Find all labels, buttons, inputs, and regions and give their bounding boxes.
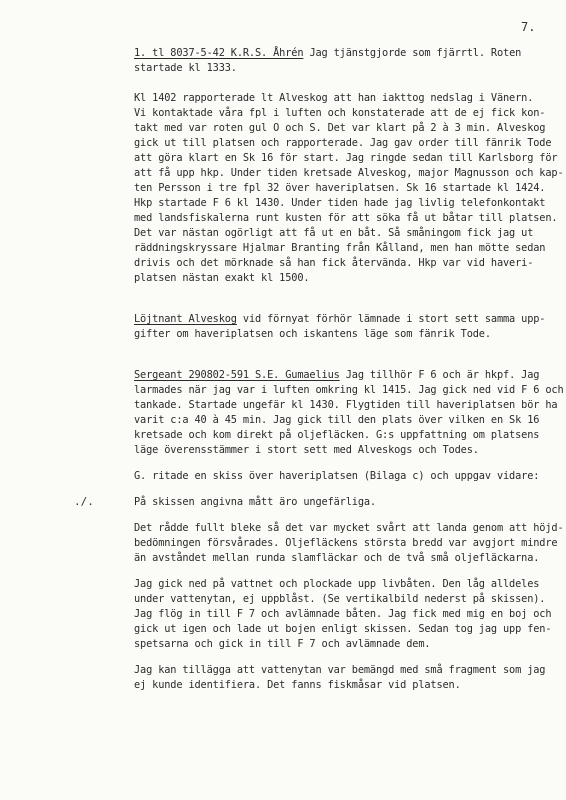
- text-line: varit c:a 40 à 45 min. Jag gick till den plats över vilken en Sk 16: [134, 414, 540, 426]
- text-line: att få upp hkp. Under tiden kretsade Alveskog, major Magnusson och kap-: [134, 167, 564, 179]
- text-line: än avståndet mellan runda slamfläckar och de två små oljefläckarna.: [134, 552, 540, 564]
- text-line: startade kl 1333.: [134, 62, 237, 74]
- text-line: kretsade och kom direkt på oljefläcken. G:s uppfattning om platsens: [134, 429, 540, 441]
- text-line: Hkp startade F 6 kl 1430. Under tiden hade jag livlig telefonkontakt: [134, 197, 546, 209]
- text-line: gick ut igen och lade ut bojen enligt skissen. Sedan tog jag upp fen-: [134, 623, 552, 635]
- text-line: Vi kontaktade våra fpl i luften och konstaterade att de ej fick kon-: [134, 107, 546, 119]
- text-line: Sergeant 290802-591 S.E. Gumaelius Jag tillhör F 6 och är hkpf. Jag: [134, 369, 540, 381]
- text-line: gick ut till platsen och rapporterade. Jag gav order till fänrik Tode: [134, 137, 552, 149]
- text-line: drivis och det mörknade så han fick återvända. Hkp var vid haveri-: [134, 257, 534, 269]
- document-body: [134, 46, 564, 693]
- text-line: Jag kan tillägga att vattenytan var bemängd med små fragment som jag: [134, 664, 546, 676]
- text-line: Det rådde fullt bleke så det var mycket svårt att landa genom att höjd-: [134, 522, 564, 534]
- text-line: Det var nästan ogörligt att få ut en båt. Så småningom fick jag ut: [134, 227, 534, 239]
- speaker-heading: 1. tl 8037-5-42 K.R.S. Åhrén: [134, 47, 304, 59]
- text-line: På skissen angivna mått äro ungefärliga.: [134, 496, 376, 508]
- text-line: Kl 1402 rapporterade lt Alveskog att han iakttog nedslag i Vänern.: [134, 92, 534, 104]
- text-line: G. ritade en skiss över haveriplatsen (Bilaga c) och uppgav vidare:: [134, 470, 540, 482]
- text-line: takt med var roten gul O och S. Det var klart på 2 à 3 min. Alveskog: [134, 122, 546, 134]
- text-line: gifter om haveriplatsen och iskantens läge som fänrik Tode.: [134, 328, 491, 340]
- text-line: med landsfiskalerna runt kusten för att söka få ut båtar till platsen.: [134, 212, 558, 224]
- text-line: ej kunde identifiera. Det fanns fiskmåsar vid platsen.: [134, 679, 461, 691]
- text-line: under vattenytan, ej uppblåst. (Se vertikalbild nederst på skissen).: [134, 593, 546, 605]
- text-line: ten Persson i tre fpl 32 över haveriplatsen. Sk 16 startade kl 1424.: [134, 182, 546, 194]
- text-line: Jag flög in till F 7 och avlämnade båten. Jag fick med mig en boj och: [134, 608, 552, 620]
- text-line: 1. tl 8037-5-42 K.R.S. Åhrén Jag tjänstgjorde som fjärrtl. Roten: [134, 47, 522, 59]
- text-line: platsen nästan exakt kl 1500.: [134, 272, 310, 284]
- text-line: larmades när jag var i luften omkring kl 1415. Jag gick ned vid F 6 och: [134, 384, 564, 396]
- page-number: 7.: [521, 20, 536, 34]
- margin-mark: ./.: [74, 495, 94, 508]
- text-line: bedömningen försvårades. Oljefläckens största bredd var avgjort mindre: [134, 537, 558, 549]
- text-line: Jag gick ned på vattnet och plockade upp livbåten. Den låg alldeles: [134, 578, 540, 590]
- speaker-heading: Löjtnant Alveskog: [134, 313, 237, 325]
- text-line: räddningskryssare Hjalmar Branting från Kålland, men han mötte sedan: [134, 242, 546, 254]
- text-line: tankade. Startade ungefär kl 1430. Flygtiden till haveriplatsen bör ha: [134, 399, 558, 411]
- text-line: att göra klart en Sk 16 för start. Jag ringde sedan till Karlsborg för: [134, 152, 558, 164]
- text-line: läge överensstämmer i stort sett med Alveskogs och Todes.: [134, 444, 479, 456]
- text-line: Löjtnant Alveskog vid förnyat förhör lämnade i stort sett samma upp-: [134, 313, 546, 325]
- text-line: spetsarna och gick in till F 7 och avlämnade dem.: [134, 638, 431, 650]
- speaker-heading: Sergeant 290802-591 S.E. Gumaelius: [134, 369, 340, 381]
